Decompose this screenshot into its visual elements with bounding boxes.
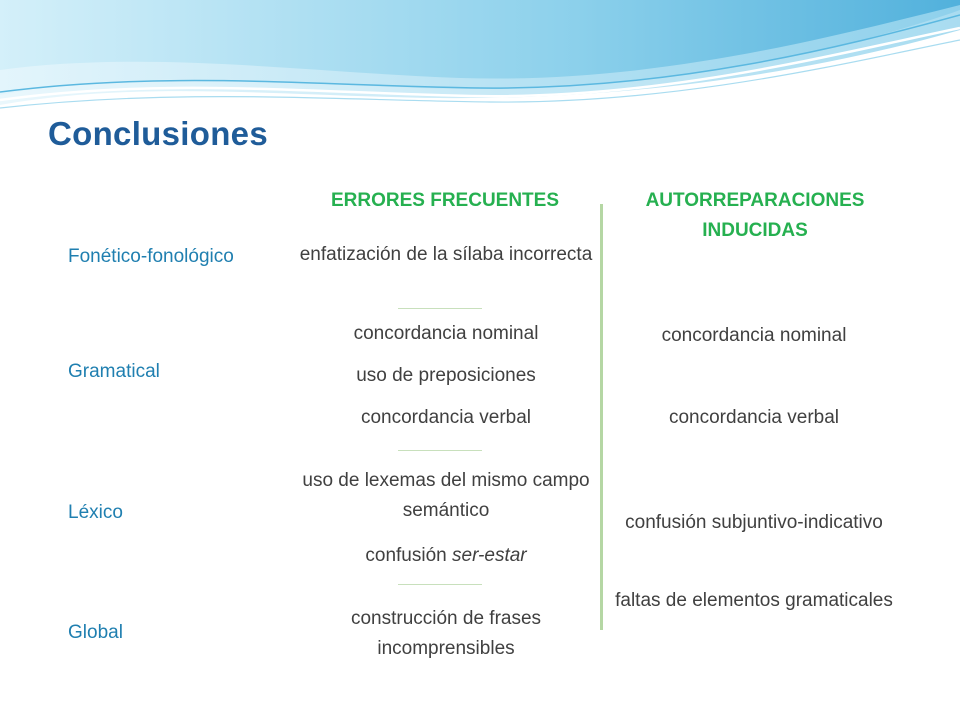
error-lexico-2	[296, 541, 596, 571]
error-fonetico-1: enfatización de la sílaba incorrecta	[299, 244, 593, 265]
row-separator	[398, 584, 482, 585]
repair-global-1: faltas de elementos gramaticales	[615, 590, 893, 611]
repair-gramatical-2: concordancia verbal	[668, 407, 840, 428]
wave-banner	[0, 0, 960, 120]
error-gramatical-3: concordancia verbal	[360, 407, 532, 428]
repair-gramatical-1: concordancia nominal	[661, 325, 847, 346]
error-gramatical-2: uso de preposiciones	[356, 365, 536, 386]
header-errores-frecuentes: ERRORES FRECUENTES	[330, 190, 560, 211]
repair-lexico-1: confusión subjuntivo-indicativo	[625, 512, 883, 533]
error-gramatical-1: concordancia nominal	[353, 323, 539, 344]
error-lexico-1: uso de lexemas del mismo campo semántico	[302, 470, 590, 521]
category-global: Global	[68, 622, 123, 643]
row-separator	[398, 308, 482, 309]
error-global-1: construcción de frases incomprensibles	[350, 608, 542, 659]
category-gramatical: Gramatical	[68, 361, 160, 382]
category-fonetico: Fonético-fonológico	[68, 246, 234, 267]
category-lexico: Léxico	[68, 502, 123, 523]
column-divider	[600, 204, 603, 630]
error-lexico-2-italic: ser-estar	[452, 545, 527, 566]
error-lexico-2-prefix: confusión	[365, 545, 452, 566]
header-autorreparaciones: AUTORREPARACIONES INDUCIDAS	[645, 190, 865, 241]
row-separator	[398, 450, 482, 451]
slide-title: Conclusiones	[48, 115, 268, 152]
